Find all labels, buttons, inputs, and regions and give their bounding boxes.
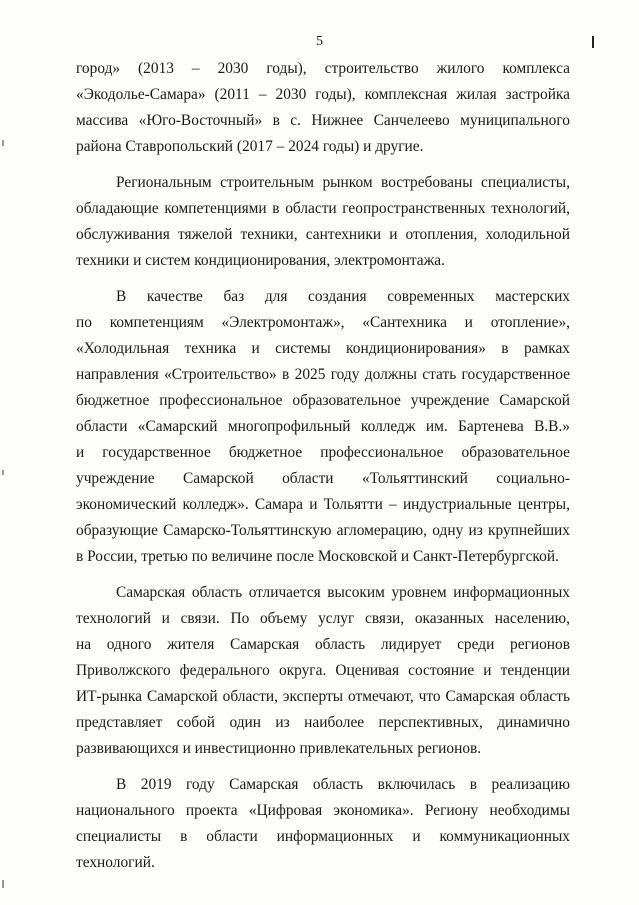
text-line: «Экодолье-Самара» (2011 – 2030 годы), комплексная жилая застройка <box>76 86 570 103</box>
text-line: специалисты в области информационных и коммуникационных <box>76 828 570 845</box>
text-line: В качестве баз для создания современных мастерских <box>116 288 570 305</box>
text-line: Самарская область отличается высоким уровнем информационных <box>116 584 570 601</box>
scan-speck <box>2 140 4 146</box>
page-number: 5 <box>316 34 323 49</box>
margin-mark <box>592 36 594 48</box>
text-line: массива «Юго-Восточный» в с. Нижнее Санчелеево муниципального <box>76 112 570 129</box>
text-line: направления «Строительство» в 2025 году должны стать государственное <box>76 366 570 383</box>
text-line: представляет собой один из наиболее перспективных, динамично <box>76 714 570 731</box>
text-line: экономический колледж». Самара и Тольятти – индустриальные центры, <box>76 496 570 513</box>
text-line: на одного жителя Самарская область лидирует среди регионов <box>76 636 570 653</box>
paragraph-gap <box>76 570 570 580</box>
text-line: национального проекта «Цифровая экономика». Региону необходимы <box>76 802 570 819</box>
text-line: Приволжского федерального округа. Оценивая состояние и тенденции <box>76 662 570 679</box>
text-line: В 2019 году Самарская область включилась в реализацию <box>116 776 570 793</box>
text-line: области «Самарский многопрофильный колледж им. Бартенева В.В.» <box>76 418 570 435</box>
scan-speck <box>2 470 4 475</box>
text-line: технологий. <box>76 854 155 871</box>
text-line: Региональным строительным рынком востребованы специалисты, <box>116 174 570 191</box>
text-line: обслуживания тяжелой техники, сантехники и отопления, холодильной <box>76 226 570 243</box>
paragraph <box>76 170 570 274</box>
paragraph-gap <box>76 160 570 170</box>
text-line: технологий и связи. По объему услуг связи, оказанных населению, <box>76 610 570 627</box>
scan-speck <box>2 880 4 888</box>
paragraph <box>76 772 570 876</box>
paragraph-gap <box>76 274 570 284</box>
text-line: района Ставропольский (2017 – 2024 годы) и другие. <box>76 138 424 155</box>
text-line: образующие Самарско-Тольяттинскую агломерацию, одну из крупнейших <box>76 522 570 539</box>
text-line: «Холодильная техника и системы кондиционирования» в рамках <box>76 340 570 357</box>
paragraph-gap <box>76 762 570 772</box>
text-line: техники и систем кондиционирования, электромонтажа. <box>76 252 445 269</box>
paragraph <box>76 56 570 160</box>
text-line: бюджетное профессиональное образовательное учреждение Самарской <box>76 392 570 409</box>
text-line: город» (2013 – 2030 годы), строительство жилого комплекса <box>76 60 570 77</box>
paragraph <box>76 580 570 762</box>
text-line: учреждение Самарской области «Тольяттинский социально- <box>76 470 570 487</box>
document-body <box>76 56 570 876</box>
text-line: обладающие компетенциями в области геопространственных технологий, <box>76 200 570 217</box>
text-line: ИТ-рынка Самарской области, эксперты отмечают, что Самарская область <box>76 688 570 705</box>
paragraph <box>76 284 570 570</box>
text-line: в России, третью по величине после Московской и Санкт-Петербургской. <box>76 548 559 565</box>
text-line: и государственное бюджетное профессиональное образовательное <box>76 444 570 461</box>
text-line: развивающихся и инвестиционно привлекательных регионов. <box>76 740 482 757</box>
text-line: по компетенциям «Электромонтаж», «Сантехника и отопление», <box>76 314 570 331</box>
